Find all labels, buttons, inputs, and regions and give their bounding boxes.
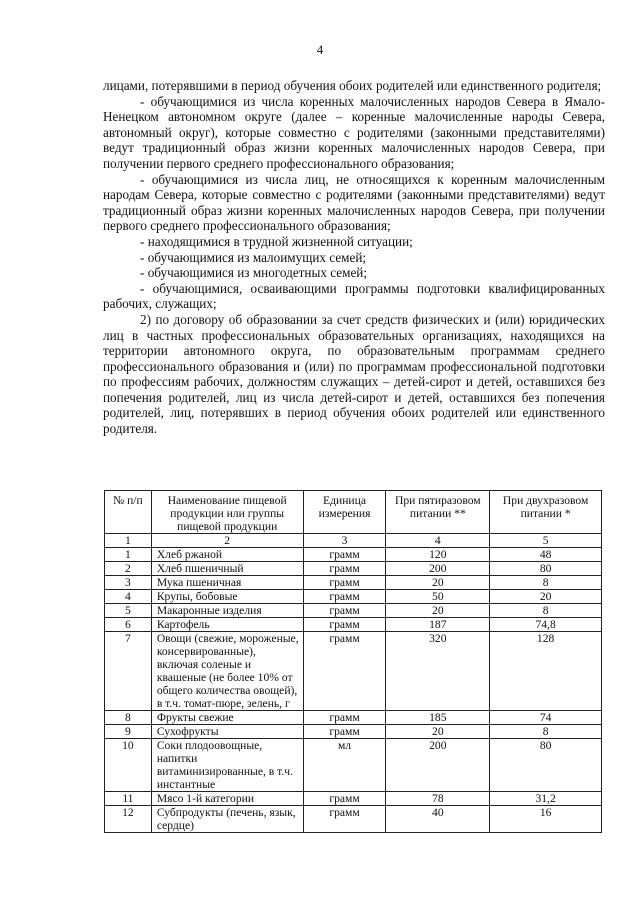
table-row: [105, 792, 602, 806]
row-unit: грамм: [303, 548, 386, 562]
row-product-name: Фрукты свежие: [151, 711, 303, 725]
row-five-meals-value: 50: [386, 590, 490, 604]
row-two-meals-value: 16: [490, 806, 602, 833]
column-number: 1: [105, 534, 152, 548]
row-number: 1: [105, 548, 152, 562]
paragraph: - находящимися в трудной жизненной ситуации;: [140, 233, 413, 249]
row-unit: грамм: [303, 792, 386, 806]
row-number: 12: [105, 806, 152, 833]
header-two-meals: При двухразовом питании *: [490, 491, 602, 534]
row-five-meals-value: 187: [386, 618, 490, 632]
row-number: 9: [105, 725, 152, 739]
table-row: [105, 618, 602, 632]
row-product-name: Овощи (свежие, мороженые, консервированные), включая соленые и квашеные (не более 10% от общего количества овощей), в т.ч. томат-пюре, зелень, г: [151, 632, 303, 711]
row-product-name: Хлеб пшеничный: [151, 562, 303, 576]
body-text: [103, 78, 605, 437]
row-number: 2: [105, 562, 152, 576]
row-two-meals-value: 74: [490, 711, 602, 725]
row-product-name: Мука пшеничная: [151, 576, 303, 590]
row-product-name: Сухофрукты: [151, 725, 303, 739]
table-row: [105, 576, 602, 590]
row-unit: грамм: [303, 576, 386, 590]
table-row: [105, 632, 602, 711]
paragraph: - обучающимися из малоимущих семей;: [140, 249, 367, 265]
column-number: 4: [386, 534, 490, 548]
row-two-meals-value: 8: [490, 576, 602, 590]
table-column-numbers-row: [105, 534, 602, 548]
header-five-meals: При пятиразовом питании **: [386, 491, 490, 534]
row-two-meals-value: 20: [490, 590, 602, 604]
row-unit: грамм: [303, 711, 386, 725]
column-number: 2: [151, 534, 303, 548]
row-two-meals-value: 8: [490, 725, 602, 739]
row-five-meals-value: 200: [386, 562, 490, 576]
row-product-name: Соки плодоовощные, напитки витаминизированные, в т.ч. инстантные: [151, 739, 303, 792]
header-unit: Единица измерения: [303, 491, 386, 534]
table-header-row: [105, 491, 602, 534]
row-unit: грамм: [303, 604, 386, 618]
row-product-name: Крупы, бобовые: [151, 590, 303, 604]
row-five-meals-value: 20: [386, 576, 490, 590]
table-row: [105, 806, 602, 833]
row-unit: грамм: [303, 590, 386, 604]
row-unit: грамм: [303, 806, 386, 833]
table-row: [105, 711, 602, 725]
row-two-meals-value: 48: [490, 548, 602, 562]
paragraph: 2) по договору об образовании за счет средств физических и (или) юридических лиц в частных профессиональных образовательных организациях, находящихся на территории автономного округа, по образовательным программам среднего профессионального образования и (или) по программам профессиональной подготовки по профессиям рабочих, должностям служащих – детей-сирот и детей, оставшихся без попечения родителей, лиц из числа детей-сирот и детей, оставшихся без попечения родителей, лиц, потерявших в период обучения обоих родителей или единственного родителя.: [103, 311, 605, 437]
table-row: [105, 562, 602, 576]
paragraph: - обучающимися, осваивающими программы подготовки квалифицированных рабочих, служащих;: [103, 280, 605, 312]
table-row: [105, 604, 602, 618]
paragraph: лицами, потерявшими в период обучения обоих родителей или единственного родителя;: [103, 78, 602, 93]
row-number: 10: [105, 739, 152, 792]
table-row: [105, 739, 602, 792]
row-unit: грамм: [303, 632, 386, 711]
row-product-name: Хлеб ржаной: [151, 548, 303, 562]
row-five-meals-value: 20: [386, 604, 490, 618]
paragraph: - обучающимися из многодетных семей;: [140, 265, 368, 281]
row-number: 11: [105, 792, 152, 806]
row-five-meals-value: 40: [386, 806, 490, 833]
row-two-meals-value: 8: [490, 604, 602, 618]
row-two-meals-value: 128: [490, 632, 602, 711]
food-norms-table: [104, 490, 602, 833]
row-two-meals-value: 80: [490, 562, 602, 576]
row-two-meals-value: 74,8: [490, 618, 602, 632]
row-number: 8: [105, 711, 152, 725]
row-unit: грамм: [303, 562, 386, 576]
row-five-meals-value: 20: [386, 725, 490, 739]
row-number: 7: [105, 632, 152, 711]
row-five-meals-value: 185: [386, 711, 490, 725]
row-number: 3: [105, 576, 152, 590]
row-number: 4: [105, 590, 152, 604]
paragraph: - обучающимися из числа коренных малочисленных народов Севера в Ямало-Ненецком автономном округе (далее – коренные малочисленные народы Севера, автономный округ), которые совместно с родителями (законными представителями) ведут традиционный образ жизни коренных малочисленных народов Севера, при получении первого среднего профессионального образования;: [103, 93, 605, 171]
row-product-name: Картофель: [151, 618, 303, 632]
table-row: [105, 548, 602, 562]
row-number: 6: [105, 618, 152, 632]
row-unit: мл: [303, 739, 386, 792]
header-number: № п/п: [105, 491, 152, 534]
row-five-meals-value: 78: [386, 792, 490, 806]
row-two-meals-value: 80: [490, 739, 602, 792]
row-unit: грамм: [303, 618, 386, 632]
paragraph: - обучающимися из числа лиц, не относящихся к коренным малочисленным народам Севера, которые совместно с родителями (законными представителями) ведут традиционный образ жизни коренных малочисленных народов Севера, при получении первого среднего профессионального образования;: [103, 171, 605, 234]
row-five-meals-value: 320: [386, 632, 490, 711]
row-unit: грамм: [303, 725, 386, 739]
row-number: 5: [105, 604, 152, 618]
row-product-name: Макаронные изделия: [151, 604, 303, 618]
column-number: 3: [303, 534, 386, 548]
row-product-name: Субпродукты (печень, язык, сердце): [151, 806, 303, 833]
table-row: [105, 590, 602, 604]
row-product-name: Мясо 1-й категории: [151, 792, 303, 806]
row-five-meals-value: 200: [386, 739, 490, 792]
column-number: 5: [490, 534, 602, 548]
row-five-meals-value: 120: [386, 548, 490, 562]
header-product-name: Наименование пищевой продукции или группы пищевой продукции: [151, 491, 303, 534]
page-number: 4: [316, 42, 324, 57]
table-row: [105, 725, 602, 739]
row-two-meals-value: 31,2: [490, 792, 602, 806]
